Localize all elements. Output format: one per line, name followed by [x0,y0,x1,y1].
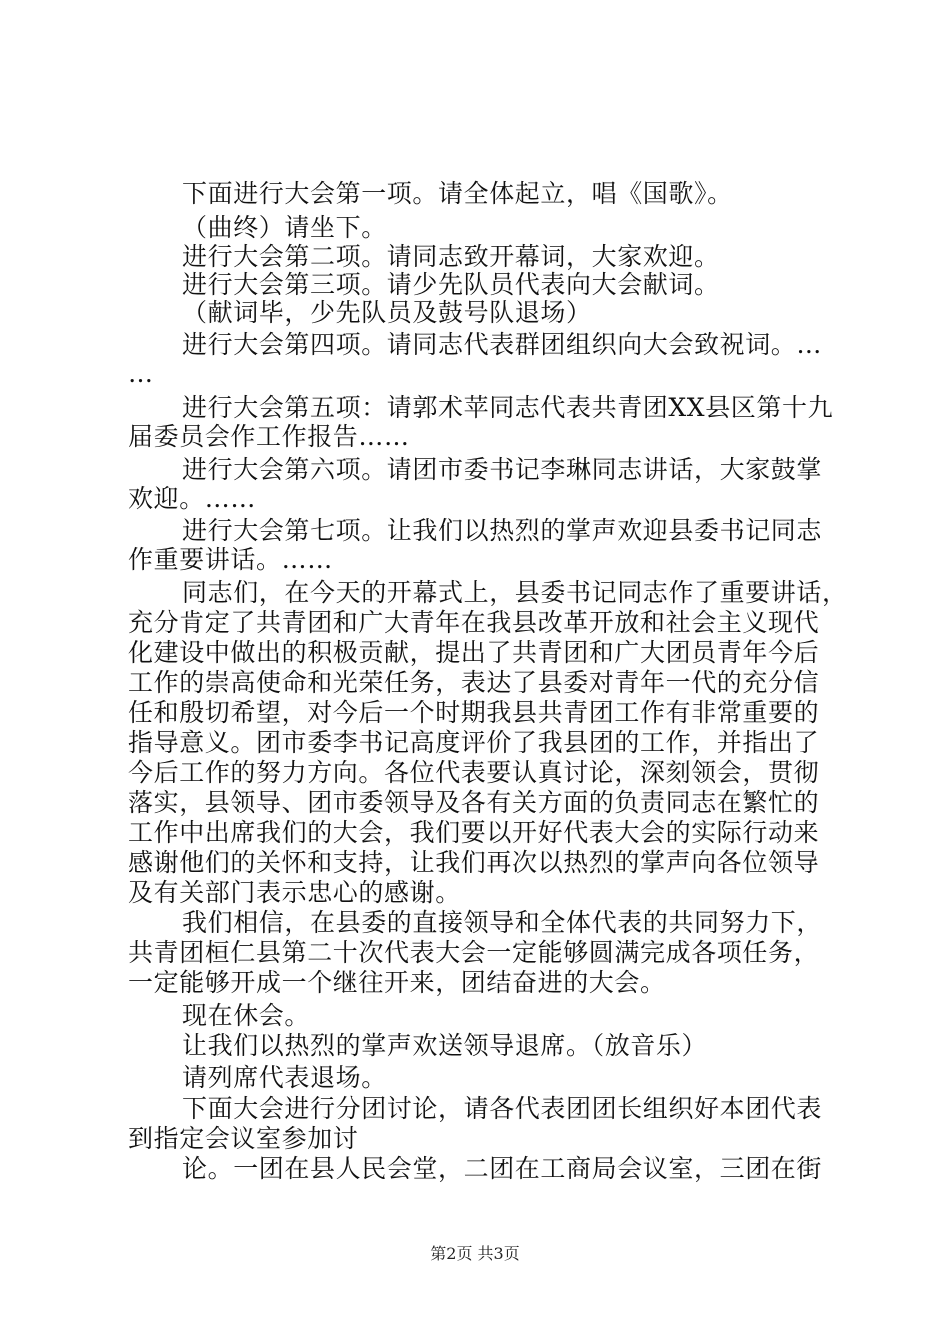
text-line: 充分肯定了共青团和广大青年在我县改革开放和社会主义现代 [128,608,820,637]
page-footer [0,1244,950,1264]
text-line: 一定能够开成一个继往开来，团结奋进的大会。 [128,968,666,997]
text-line: 落实，县领导、团市委领导及各有关方面的负责同志在繁忙的 [128,788,820,817]
text-line: 下面大会进行分团讨论，请各代表团团长组织好本团代表 [182,1094,823,1123]
text-line: 感谢他们的关怀和支持，让我们再次以热烈的掌声向各位领导 [128,848,820,877]
text-line: 及有关部门表示忠心的感谢。 [128,878,461,907]
page-number-label: 第2页 共3页 [430,1244,520,1263]
text-line: 请列席代表退场。 [182,1063,387,1092]
text-line: 共青团桓仁县第二十次代表大会一定能够圆满完成各项任务， [128,938,820,967]
text-line: 论。一团在县人民会堂，二团在工商局会议室，三团在街 [182,1154,823,1183]
text-line: 到指定会议室参加讨 [128,1124,359,1153]
text-line: 进行大会第五项：请郭术苹同志代表共青团XX县区第十九 [182,393,834,422]
text-line: 同志们，在今天的开幕式上，县委书记同志作了重要讲话， [182,578,848,607]
text-line: 进行大会第六项。请团市委书记李琳同志讲话，大家鼓掌 [182,455,823,484]
text-line: （献词毕，少先队员及鼓号队退场） [182,298,592,327]
text-line: 我们相信，在县委的直接领导和全体代表的共同努力下， [182,908,823,937]
text-line: 进行大会第二项。请同志致开幕词，大家欢迎。 [182,242,720,271]
text-line: 任和殷切希望，对今后一个时期我县共青团工作有非常重要的 [128,698,820,727]
text-line: 让我们以热烈的掌声欢送领导退席。（放音乐） [182,1031,708,1060]
text-line: 化建设中做出的积极贡献，提出了共青团和广大团员青年今后 [128,638,820,667]
text-line: 下面进行大会第一项。请全体起立，唱《国歌》。 [182,179,733,208]
text-line: … [128,359,154,388]
text-line: 今后工作的努力方向。各位代表要认真讨论，深刻领会，贯彻 [128,758,820,787]
text-line: 现在休会。 [182,1001,311,1030]
text-line: 进行大会第七项。让我们以热烈的掌声欢迎县委书记同志 [182,516,823,545]
text-line: 进行大会第三项。请少先队员代表向大会献词。 [182,270,720,299]
text-line: 工作中出席我们的大会，我们要以开好代表大会的实际行动来 [128,818,820,847]
text-line: 作重要讲话。…… [128,545,333,574]
text-line: 欢迎。…… [128,484,257,513]
text-line: 指导意义。团市委李书记高度评价了我县团的工作，并指出了 [128,728,820,757]
text-line: （曲终）请坐下。 [182,213,387,242]
text-line: 工作的崇高使命和光荣任务，表达了县委对青年一代的充分信 [128,668,820,697]
text-line: 届委员会作工作报告…… [128,422,410,451]
text-line: 进行大会第四项。请同志代表群团组织向大会致祝词。… [182,330,823,359]
